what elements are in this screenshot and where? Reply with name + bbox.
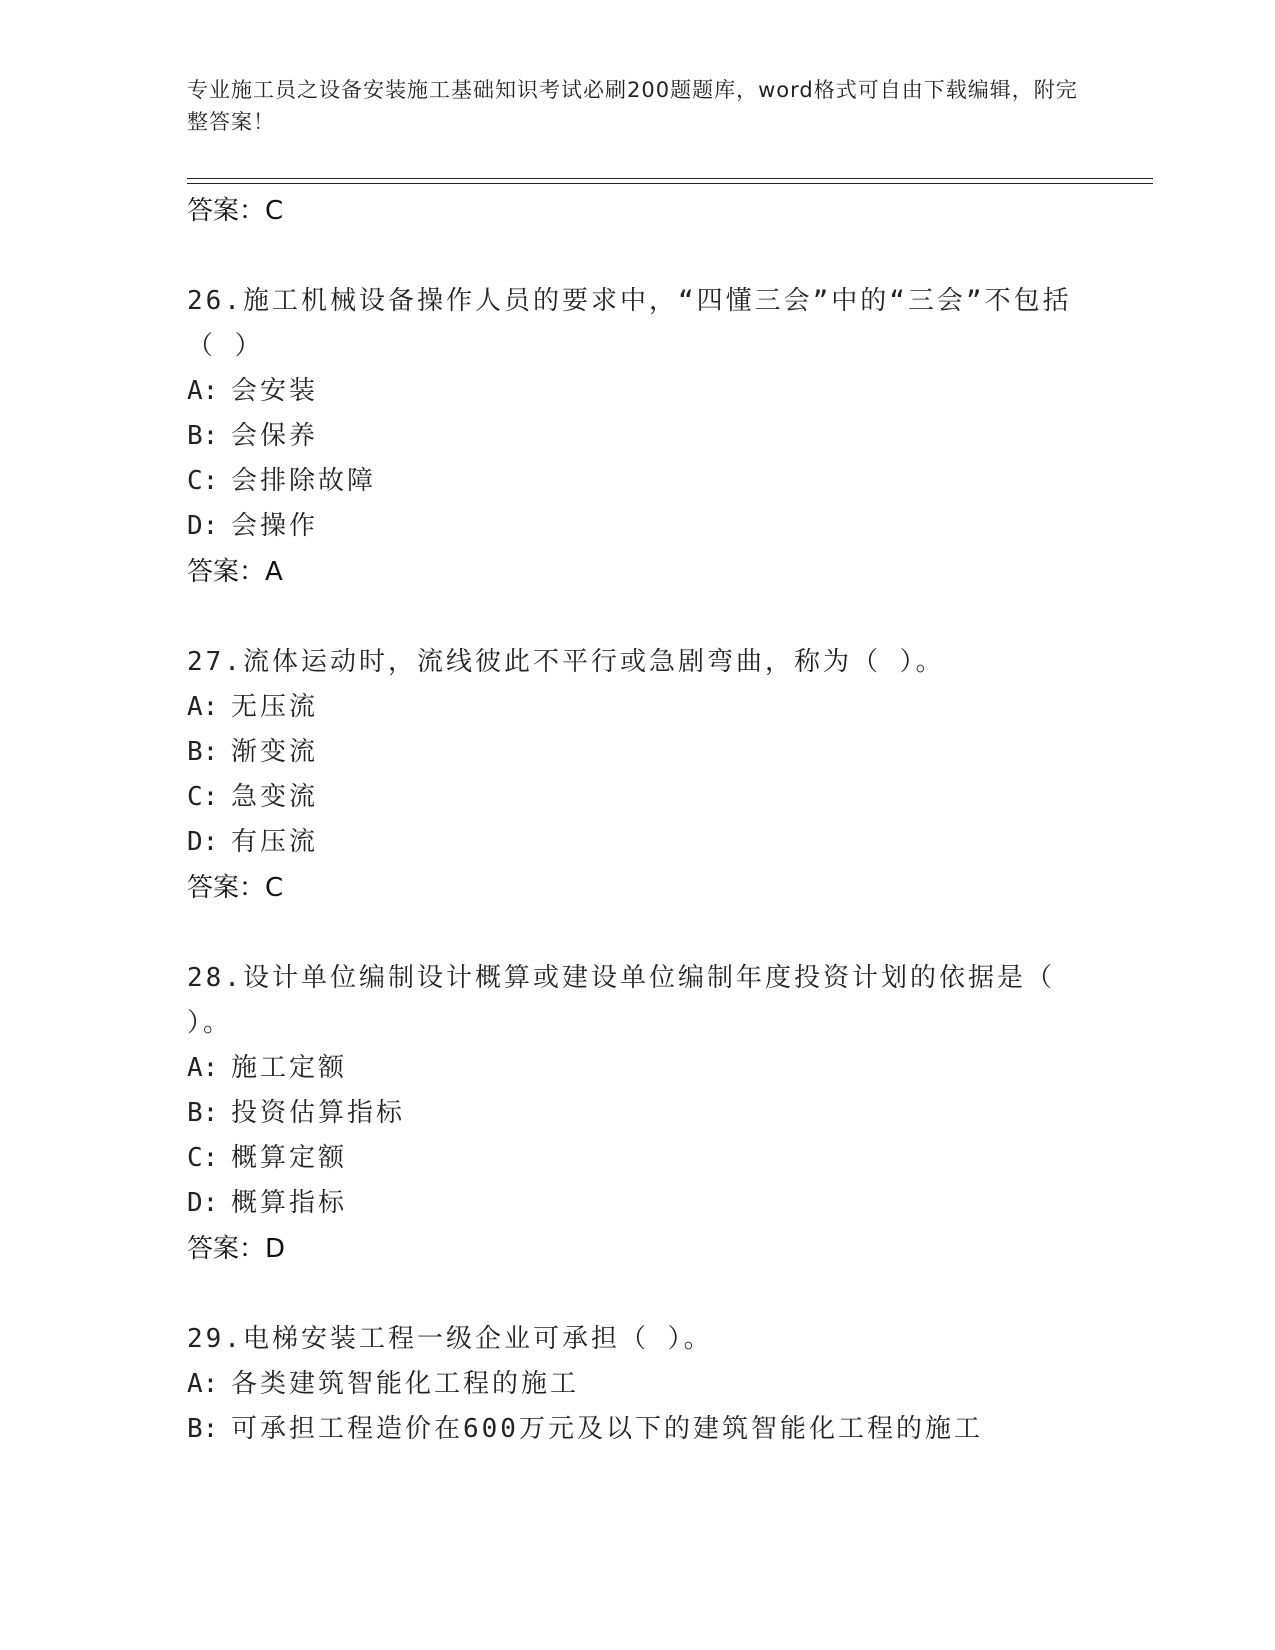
answer-line: 答案：C xyxy=(187,196,284,226)
option-text: 施工定额 xyxy=(231,1053,348,1083)
option-d xyxy=(187,504,1087,549)
option-text: 急变流 xyxy=(231,782,319,812)
option-text: 会安装 xyxy=(231,376,319,406)
question-text: 27.流体运动时，流线彼此不平行或急剧弯曲，称为（ ）。 xyxy=(187,647,945,677)
option-b xyxy=(187,414,1087,459)
option-c xyxy=(187,1136,1087,1181)
answer-line: 答案：D xyxy=(187,1234,286,1264)
option-b xyxy=(187,1091,1087,1136)
answer-line: 答案：C xyxy=(187,873,284,903)
option-letter: A: xyxy=(187,1053,219,1083)
option-letter: D: xyxy=(187,511,219,541)
document-body xyxy=(187,188,1087,1452)
option-text: 会排除故障 xyxy=(231,466,377,496)
header-divider-bottom xyxy=(187,183,1153,184)
option-text: 投资估算指标 xyxy=(231,1098,406,1128)
question-block xyxy=(187,279,1087,595)
option-text: 概算指标 xyxy=(231,1188,348,1218)
question-text: 29.电梯安装工程一级企业可承担（ ）。 xyxy=(187,1324,713,1354)
option-letter: A: xyxy=(187,376,219,406)
option-text: 会操作 xyxy=(231,511,319,541)
question-block xyxy=(187,1317,1087,1452)
option-letter: D: xyxy=(187,1188,219,1218)
option-letter: A: xyxy=(187,692,219,722)
option-letter: D: xyxy=(187,827,219,857)
option-text: 有压流 xyxy=(231,827,319,857)
option-letter: B: xyxy=(187,1414,219,1444)
option-text: 会保养 xyxy=(231,421,319,451)
option-letter: C: xyxy=(187,782,219,812)
option-text: 无压流 xyxy=(231,692,319,722)
option-c xyxy=(187,775,1087,820)
question-block xyxy=(187,640,1087,911)
option-text: 可承担工程造价在600万元及以下的建筑智能化工程的施工 xyxy=(231,1414,983,1444)
option-text: 概算定额 xyxy=(231,1143,348,1173)
option-letter: C: xyxy=(187,1143,219,1173)
option-a xyxy=(187,1362,1087,1407)
option-a xyxy=(187,1046,1087,1091)
option-text: 渐变流 xyxy=(231,737,319,767)
option-a xyxy=(187,685,1087,730)
option-text: 各类建筑智能化工程的施工 xyxy=(231,1369,580,1399)
question-text: 26.施工机械设备操作人员的要求中，“四懂三会”中的“三会”不包括（ ） xyxy=(187,286,1072,361)
document-title: 专业施工员之设备安装施工基础知识考试必刷200题题库，word格式可自由下载编辑，附完整答案！ xyxy=(187,78,1078,134)
option-letter: B: xyxy=(187,1098,219,1128)
option-b xyxy=(187,1407,1087,1452)
option-d xyxy=(187,820,1087,865)
header-divider-top xyxy=(187,178,1153,179)
question-block xyxy=(187,956,1087,1272)
answer-line: 答案：A xyxy=(187,557,283,587)
option-c xyxy=(187,459,1087,504)
option-letter: A: xyxy=(187,1369,219,1399)
question-text: 28.设计单位编制设计概算或建设单位编制年度投资计划的依据是（ ）。 xyxy=(187,963,1055,1038)
option-letter: B: xyxy=(187,421,219,451)
option-d xyxy=(187,1181,1087,1226)
option-a xyxy=(187,369,1087,414)
option-letter: B: xyxy=(187,737,219,767)
option-letter: C: xyxy=(187,466,219,496)
option-b xyxy=(187,730,1087,775)
